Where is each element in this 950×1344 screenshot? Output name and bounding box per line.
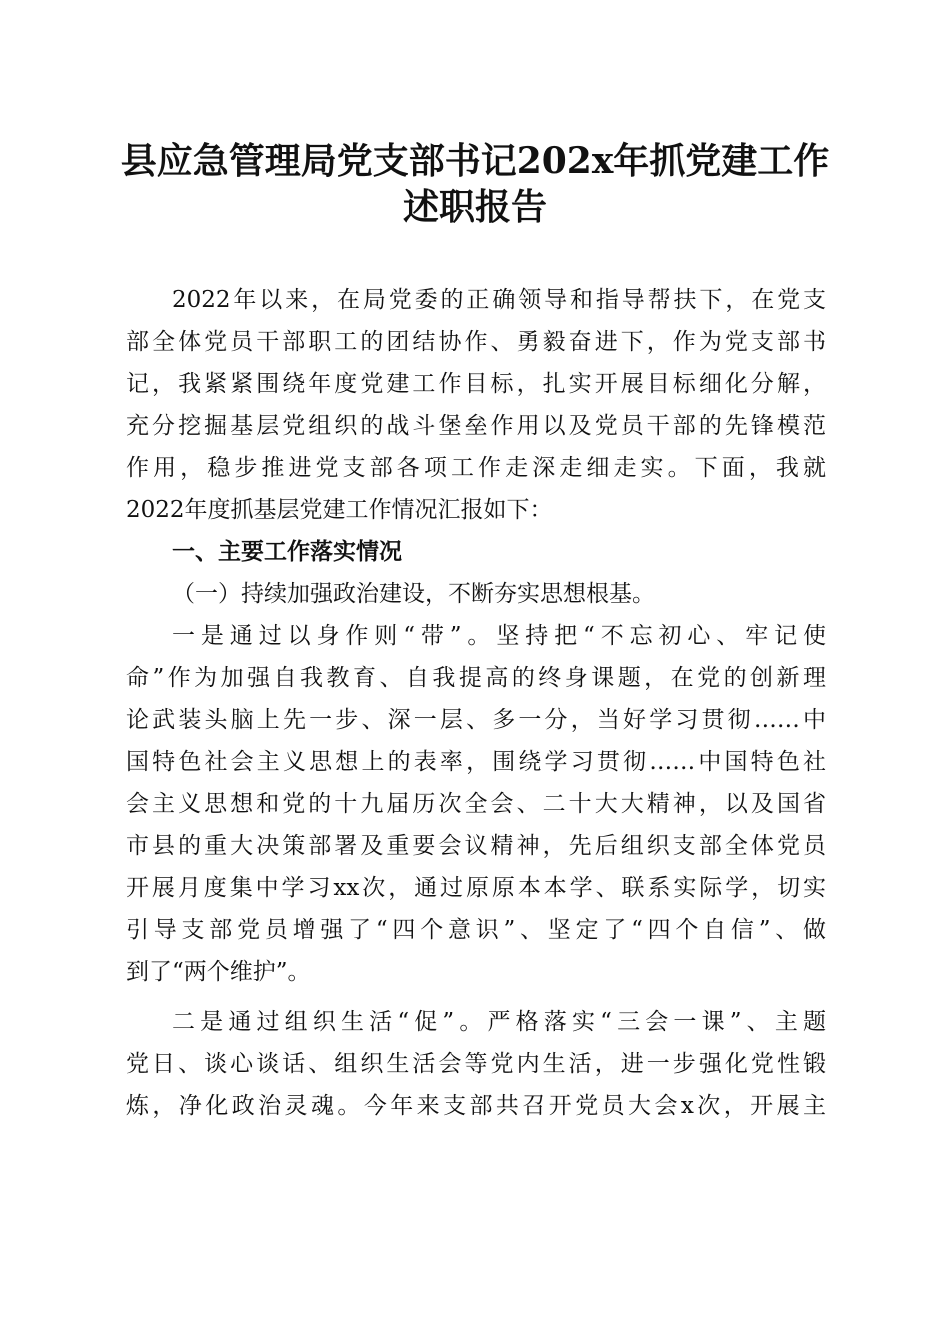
paragraph-line: 作用，稳步推进党支部各项工作走深走细走实。下面，我就 [126,455,826,481]
paragraph-line: 记，我紧紧围绕年度党建工作目标，扎实开展目标细化分解， [126,371,826,397]
paragraph-line: 国特色社会主义思想上的表率，围绕学习贯彻……中国特色社 [126,749,826,775]
paragraph-line: 命”作为加强自我教育、自我提高的终身课题，在党的创新理 [126,665,826,691]
subsection-heading: （一）持续加强政治建设，不断夯实思想根基。 [172,581,655,607]
paragraph-line: 部全体党员干部职工的团结协作、勇毅奋进下，作为党支部书 [126,329,826,355]
paragraph-line: 一是通过以身作则“带”。坚持把“不忘初心、牢记使 [172,623,826,649]
paragraph-line: 论武装头脑上先一步、深一层、多一分，当好学习贯彻……中 [126,707,826,733]
paragraph-line: 到了“两个维护”。 [126,959,311,985]
paragraph-line: 党日、谈心谈话、组织生活会等党内生活，进一步强化党性锻 [126,1051,826,1077]
section-heading: 一、主要工作落实情况 [172,539,402,565]
document-title-line-1: 县应急管理局党支部书记202x年抓党建工作 [120,140,830,182]
paragraph-line: 引导支部党员增强了“四个意识”、坚定了“四个自信”、做 [126,917,826,943]
paragraph-line: 2022年度抓基层党建工作情况汇报如下： [126,497,553,523]
document-title-line-2: 述职报告 [402,186,547,228]
paragraph-line: 开展月度集中学习xx次，通过原原本本学、联系实际学，切实 [126,875,826,901]
paragraph-line: 充分挖掘基层党组织的战斗堡垒作用以及党员干部的先锋模范 [126,413,826,439]
paragraph-line: 2022年以来，在局党委的正确领导和指导帮扶下，在党支 [172,287,826,313]
paragraph-line: 市县的重大决策部署及重要会议精神，先后组织支部全体党员 [126,833,826,859]
paragraph-line: 二是通过组织生活“促”。严格落实“三会一课”、主题 [172,1009,826,1035]
paragraph-line: 会主义思想和党的十九届历次全会、二十大大精神，以及国省 [126,791,826,817]
paragraph-line: 炼，净化政治灵魂。今年来支部共召开党员大会x次，开展主 [126,1093,826,1119]
